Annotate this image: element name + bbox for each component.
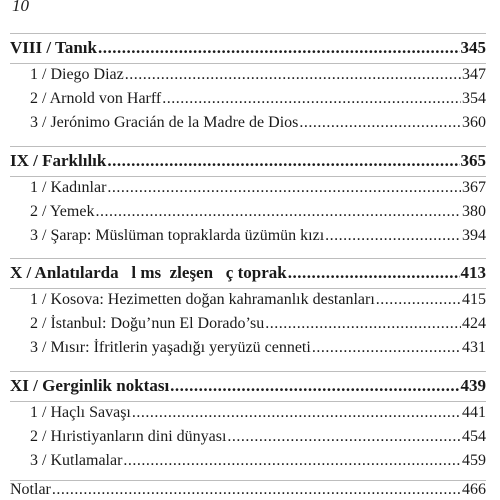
notes-title: Notlar <box>10 481 51 498</box>
entry-title: 3 / Kutlamalar <box>30 452 123 469</box>
toc-entry-row[interactable] <box>10 90 486 108</box>
dot-leader <box>376 291 461 309</box>
entry-title: 2 / İstanbul: Doğu’nun El Dorado’su <box>30 315 265 332</box>
entry-page-number: 441 <box>462 404 486 421</box>
chapter-title: X / Anlatılarda l ms zleşen ç toprak <box>10 263 287 282</box>
dot-leader <box>95 203 461 221</box>
chapter-title: VIII / Tanık <box>10 38 97 57</box>
page-number: 10 <box>12 0 29 15</box>
toc-notes-row[interactable] <box>10 481 486 499</box>
dot-leader <box>299 114 461 132</box>
dot-leader <box>132 404 461 422</box>
entry-page-number: 354 <box>462 90 486 107</box>
entry-title: 1 / Kosova: Hezimetten doğan kahramanlık destanları <box>30 291 375 308</box>
toc-entry-row[interactable] <box>10 404 486 422</box>
dot-leader <box>125 66 461 84</box>
entry-page-number: 394 <box>462 227 486 244</box>
toc-chapter-row[interactable] <box>10 376 486 396</box>
section-divider <box>10 33 486 34</box>
toc-entry-row[interactable] <box>10 66 486 84</box>
entry-title: 3 / Şarap: Müslüman topraklarda üzümün kızı <box>30 227 325 244</box>
toc-entry-row[interactable] <box>10 114 486 132</box>
toc-entry-row[interactable] <box>10 203 486 221</box>
dot-leader <box>288 263 460 283</box>
entry-page-number: 415 <box>462 291 486 308</box>
dot-leader <box>52 481 461 499</box>
toc-entry-row[interactable] <box>10 179 486 197</box>
dot-leader <box>312 339 461 357</box>
chapter-page-number: 439 <box>460 376 486 395</box>
dot-leader <box>98 38 460 58</box>
section-divider <box>10 176 486 177</box>
dot-leader <box>107 151 459 171</box>
dot-leader <box>107 179 461 197</box>
section-divider <box>10 371 486 372</box>
toc-entry-row[interactable] <box>10 291 486 309</box>
entry-page-number: 360 <box>462 114 486 131</box>
entry-page-number: 424 <box>462 315 486 332</box>
toc-chapter-row[interactable] <box>10 38 486 58</box>
section-divider <box>10 401 486 402</box>
entry-title: 3 / Mısır: İfritlerin yaşadığı yeryüzü cenneti <box>30 339 311 356</box>
entry-page-number: 454 <box>462 428 486 445</box>
section-divider <box>10 258 486 259</box>
entry-page-number: 367 <box>462 179 486 196</box>
chapter-page-number: 365 <box>460 151 486 170</box>
notes-page-number: 466 <box>462 481 486 498</box>
dot-leader <box>123 452 461 470</box>
entry-page-number: 380 <box>462 203 486 220</box>
chapter-page-number: 413 <box>460 263 486 282</box>
dot-leader <box>227 428 461 446</box>
toc-entry-row[interactable] <box>10 227 486 245</box>
dot-leader <box>265 315 461 333</box>
dot-leader <box>162 90 461 108</box>
entry-page-number: 431 <box>462 339 486 356</box>
dot-leader <box>170 376 459 396</box>
entry-title: 2 / Hıristiyanların dini dünyası <box>30 428 227 445</box>
section-divider <box>10 288 486 289</box>
dot-leader <box>325 227 461 245</box>
entry-title: 2 / Yemek <box>30 203 95 220</box>
toc-entry-row[interactable] <box>10 315 486 333</box>
toc-chapter-row[interactable] <box>10 151 486 171</box>
entry-page-number: 347 <box>462 66 486 83</box>
section-divider <box>10 63 486 64</box>
toc-entry-row[interactable] <box>10 452 486 470</box>
toc-entry-row[interactable] <box>10 428 486 446</box>
entry-title: 1 / Kadınlar <box>30 179 107 196</box>
entry-title: 3 / Jerónimo Gracián de la Madre de Dios <box>30 114 299 131</box>
toc-entry-row[interactable] <box>10 339 486 357</box>
entry-page-number: 459 <box>462 452 486 469</box>
chapter-title: IX / Farklılık <box>10 151 107 170</box>
entry-title: 1 / Diego Diaz <box>30 66 124 83</box>
toc-chapter-row[interactable] <box>10 263 486 283</box>
chapter-page-number: 345 <box>460 38 486 57</box>
section-divider <box>10 146 486 147</box>
entry-title: 1 / Haçlı Savaşı <box>30 404 131 421</box>
chapter-title: XI / Gerginlik noktası <box>10 376 170 395</box>
entry-title: 2 / Arnold von Harff <box>30 90 162 107</box>
